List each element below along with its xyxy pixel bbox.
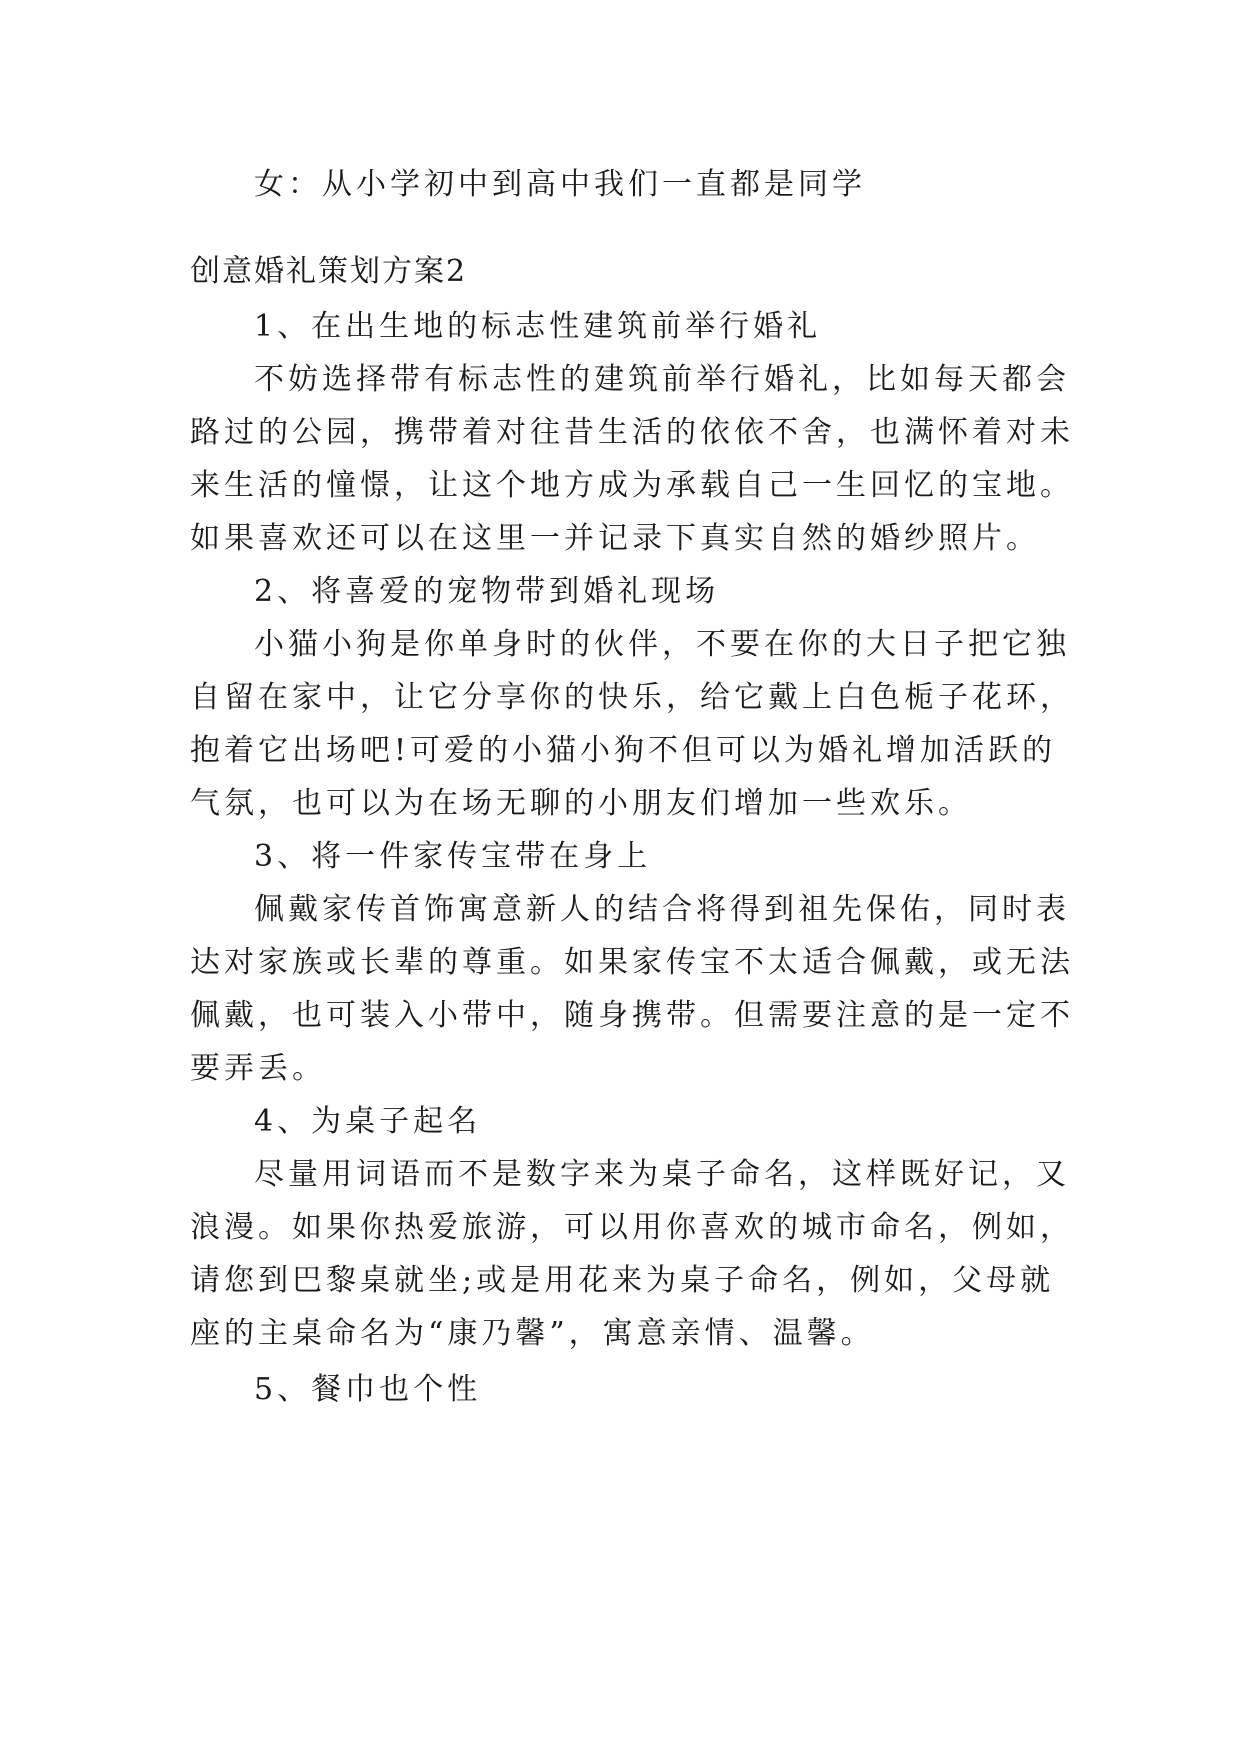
item-heading-4: 4、为桌子起名 [254,1104,482,1139]
section-title: 创意婚礼策划方案2 [190,254,468,289]
paragraph-line: 如果喜欢还可以在这里一并记录下真实自然的婚纱照片。 [190,521,1040,556]
paragraph-line: 座的主桌命名为“康乃馨”，寓意亲情、温馨。 [190,1316,875,1351]
dialogue-line: 女：从小学初中到高中我们一直都是同学 [254,167,866,202]
item-heading-2: 2、将喜爱的宠物带到婚礼现场 [254,574,720,609]
paragraph-line: 佩戴，也可装入小带中，随身携带。但需要注意的是一定不 [190,998,1074,1033]
paragraph-line: 路过的公园，携带着对往昔生活的依依不舍，也满怀着对未 [190,415,1074,450]
item-heading-5: 5、餐巾也个性 [254,1372,482,1407]
paragraph-line: 自留在家中，让它分享你的快乐，给它戴上白色栀子花环， [190,680,1074,715]
paragraph-line: 抱着它出场吧!可爱的小猫小狗不但可以为婚礼增加活跃的 [190,733,1057,768]
paragraph-line: 不妨选择带有标志性的建筑前举行婚礼，比如每天都会 [254,362,1070,397]
paragraph-line: 请您到巴黎桌就坐;或是用花来为桌子命名，例如，父母就 [190,1263,1055,1298]
paragraph-line: 气氛，也可以为在场无聊的小朋友们增加一些欢乐。 [190,786,972,821]
paragraph-line: 小猫小狗是你单身时的伙伴，不要在你的大日子把它独 [254,627,1070,662]
paragraph-line: 达对家族或长辈的尊重。如果家传宝不太适合佩戴，或无法 [190,945,1074,980]
item-heading-3: 3、将一件家传宝带在身上 [254,839,652,874]
paragraph-line: 要弄丢。 [190,1051,326,1086]
paragraph-line: 佩戴家传首饰寓意新人的结合将得到祖先保佑，同时表 [254,892,1070,927]
item-heading-1: 1、在出生地的标志性建筑前举行婚礼 [254,309,822,344]
paragraph-line: 浪漫。如果你热爱旅游，可以用你喜欢的城市命名，例如， [190,1210,1074,1245]
paragraph-line: 来生活的憧憬，让这个地方成为承载自己一生回忆的宝地。 [190,468,1074,503]
paragraph-line: 尽量用词语而不是数字来为桌子命名，这样既好记，又 [254,1157,1070,1192]
